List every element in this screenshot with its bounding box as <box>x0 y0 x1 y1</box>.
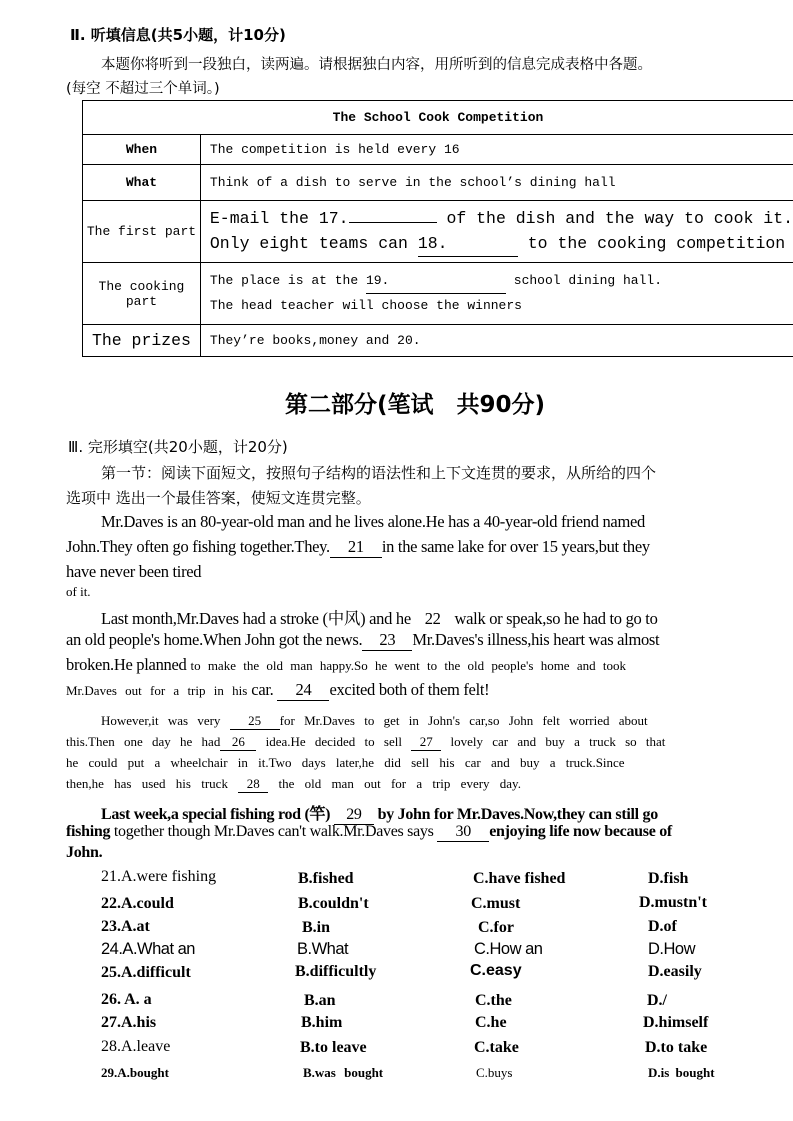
blank-23: 23 <box>362 630 412 651</box>
option-24-c[interactable]: C.How an <box>474 940 543 958</box>
option-26-d[interactable]: D./ <box>647 992 667 1009</box>
p3-line2: this.Then one day he had 26 idea.He decided to sell 27 lovely car and buy a truck so that <box>66 734 666 749</box>
listening-instruction: 本题你将听到一段独白，读两遍。请根据独白内容，用所听到的信息完成表格中各题。 <box>101 57 652 73</box>
option-21-c[interactable]: C.have fished <box>473 870 566 887</box>
option-27-c[interactable]: C.he <box>475 1014 507 1031</box>
option-22-b[interactable]: B.couldn't <box>298 895 369 912</box>
option-27-b[interactable]: B.him <box>301 1014 343 1031</box>
option-21-b[interactable]: B.fished <box>298 870 354 887</box>
p3-line3: he could put a wheelchair in it.Two days later,he did sell his car and buy a truck.Since <box>66 755 625 770</box>
option-29-b[interactable]: B.was bought <box>303 1065 384 1080</box>
option-27-d[interactable]: D.himself <box>643 1014 709 1031</box>
p1-line3: have never been tired <box>66 562 202 581</box>
first-line2-b: to the cooking competition <box>527 234 786 253</box>
option-25-b[interactable]: B.difficultly <box>295 963 377 980</box>
option-23-d[interactable]: D.of <box>648 918 677 935</box>
first-line1-a: E-mail the 17. <box>209 209 349 228</box>
p2-line3: broken.He planned to make the old man happy.So he went to the old people's home and took <box>66 655 626 674</box>
part-two-title: 第二部分(笔试 共90分) <box>285 392 546 418</box>
listening-instruction-note: (每空 不超过三个单词。) <box>66 81 220 97</box>
option-29-d[interactable]: D.is bought <box>648 1065 715 1080</box>
first-line1-b: of the dish and the way to cook it. <box>446 209 793 228</box>
option-25-c[interactable]: C.easy <box>470 962 522 979</box>
table-heading: The School Cook Competition <box>83 101 793 135</box>
first-line2-a: Only eight teams can <box>209 234 408 253</box>
first-part-label: The first part <box>83 201 201 263</box>
answer-blank-18: 18. <box>418 231 518 257</box>
blank-27: 27 <box>411 734 441 751</box>
p3-line4: then,he has used his truck 28 the old man out for a trip every day. <box>66 776 521 791</box>
option-26-b[interactable]: B.an <box>304 992 336 1009</box>
option-28-a[interactable]: 28.A.leave <box>101 1038 171 1055</box>
p1-line2: John.They often go fishing together.They. 21 in the same lake for over 15 years,but they <box>66 537 650 556</box>
prizes-text: They’re books,money and 20. <box>200 325 793 357</box>
listening-table <box>82 100 793 357</box>
option-21-a[interactable]: 21.A.were fishing <box>101 868 217 885</box>
option-25-d[interactable]: D.easily <box>648 963 702 980</box>
cooking-line1-b: school dining hall. <box>513 273 662 288</box>
cooking-part-text <box>200 263 793 325</box>
option-28-d[interactable]: D.to take <box>645 1039 708 1056</box>
prizes-label: The prizes <box>83 325 201 357</box>
blank-22: 22 <box>424 609 441 628</box>
cloze-instruction: 第一节：阅读下面短文，按照句子结构的语法性和上下文连贯的要求，从所给的四个 <box>101 464 657 482</box>
option-23-c[interactable]: C.for <box>478 919 514 936</box>
cooking-line1-a: The place is at the <box>209 273 359 288</box>
answer-blank-19: 19. <box>366 269 506 294</box>
option-24-b[interactable]: B.What <box>297 940 349 958</box>
p2-line4: Mr.Daves out for a trip in his car. 24 excited both of them felt! <box>66 680 490 699</box>
option-28-b[interactable]: B.to leave <box>300 1039 367 1056</box>
when-label: When <box>83 135 201 165</box>
option-26-a[interactable]: 26. A. a <box>101 991 152 1008</box>
p1-line4: of it. <box>66 584 91 599</box>
blank-21: 21 <box>330 537 382 558</box>
when-text: The competition is held every 16 <box>200 135 793 165</box>
option-25-a[interactable]: 25.A.difficult <box>101 964 191 981</box>
cooking-part-label: The cooking part <box>83 263 201 325</box>
cloze-section-title: Ⅲ. 完形填空(共20小题，计20分) <box>68 438 288 456</box>
option-29-a[interactable]: 29.A.bought <box>101 1065 169 1080</box>
option-22-d[interactable]: D.mustn't <box>639 894 708 911</box>
option-22-a[interactable]: 22.A.could <box>101 895 174 912</box>
option-24-d[interactable]: D.How <box>648 940 696 958</box>
cooking-line2: The head teacher will choose the winners <box>209 298 522 313</box>
blank-26: 26 <box>220 734 256 751</box>
option-28-c[interactable]: C.take <box>474 1039 519 1056</box>
p2-line2: an old people's home.When John got the news. 23 Mr.Daves's illness,his heart was almost <box>66 630 660 649</box>
option-23-a[interactable]: 23.A.at <box>101 918 150 935</box>
p4-line3: John. <box>66 844 103 861</box>
p1-line1: Mr.Daves is an 80-year-old man and he lives alone.He has a 40-year-old friend named <box>101 512 645 531</box>
cloze-instruction-2: 选项中 选出一个最佳答案，使短文连贯完整。 <box>66 489 371 507</box>
option-22-c[interactable]: C.must <box>471 895 521 912</box>
p2-line1: Last month,Mr.Daves had a stroke (中风) and he 22 walk or speak,so he had to go to <box>101 609 658 628</box>
p4-line1: Last week,a special fishing rod (竿) 29 by John for Mr.Daves.Now,they can still go <box>101 806 658 823</box>
what-text: Think of a dish to serve in the school’s dining hall <box>200 165 793 201</box>
option-26-c[interactable]: C.the <box>475 992 512 1009</box>
answer-blank-17 <box>349 222 437 223</box>
option-23-b[interactable]: B.in <box>302 919 331 936</box>
option-27-a[interactable]: 27.A.his <box>101 1014 157 1031</box>
option-21-d[interactable]: D.fish <box>648 870 689 887</box>
blank-28: 28 <box>238 776 268 793</box>
p3-line1: However,it was very 25 for Mr.Daves to get in John's car,so John felt worried about <box>101 713 648 728</box>
option-29-c[interactable]: C.buys <box>476 1065 513 1080</box>
listening-section-title: Ⅱ. 听填信息(共5小题，计10分) <box>70 26 286 44</box>
blank-24: 24 <box>277 680 329 701</box>
p4-line2: fishing together though Mr.Daves can't walk.Mr.Daves says 30 enjoying life now because of <box>66 823 672 840</box>
what-label: What <box>83 165 201 201</box>
blank-30: 30 <box>437 823 489 842</box>
blank-25: 25 <box>230 713 280 730</box>
blank-29: 29 <box>334 806 374 825</box>
option-24-a[interactable]: 24.A.What an <box>101 940 195 958</box>
first-part-text <box>200 201 793 263</box>
